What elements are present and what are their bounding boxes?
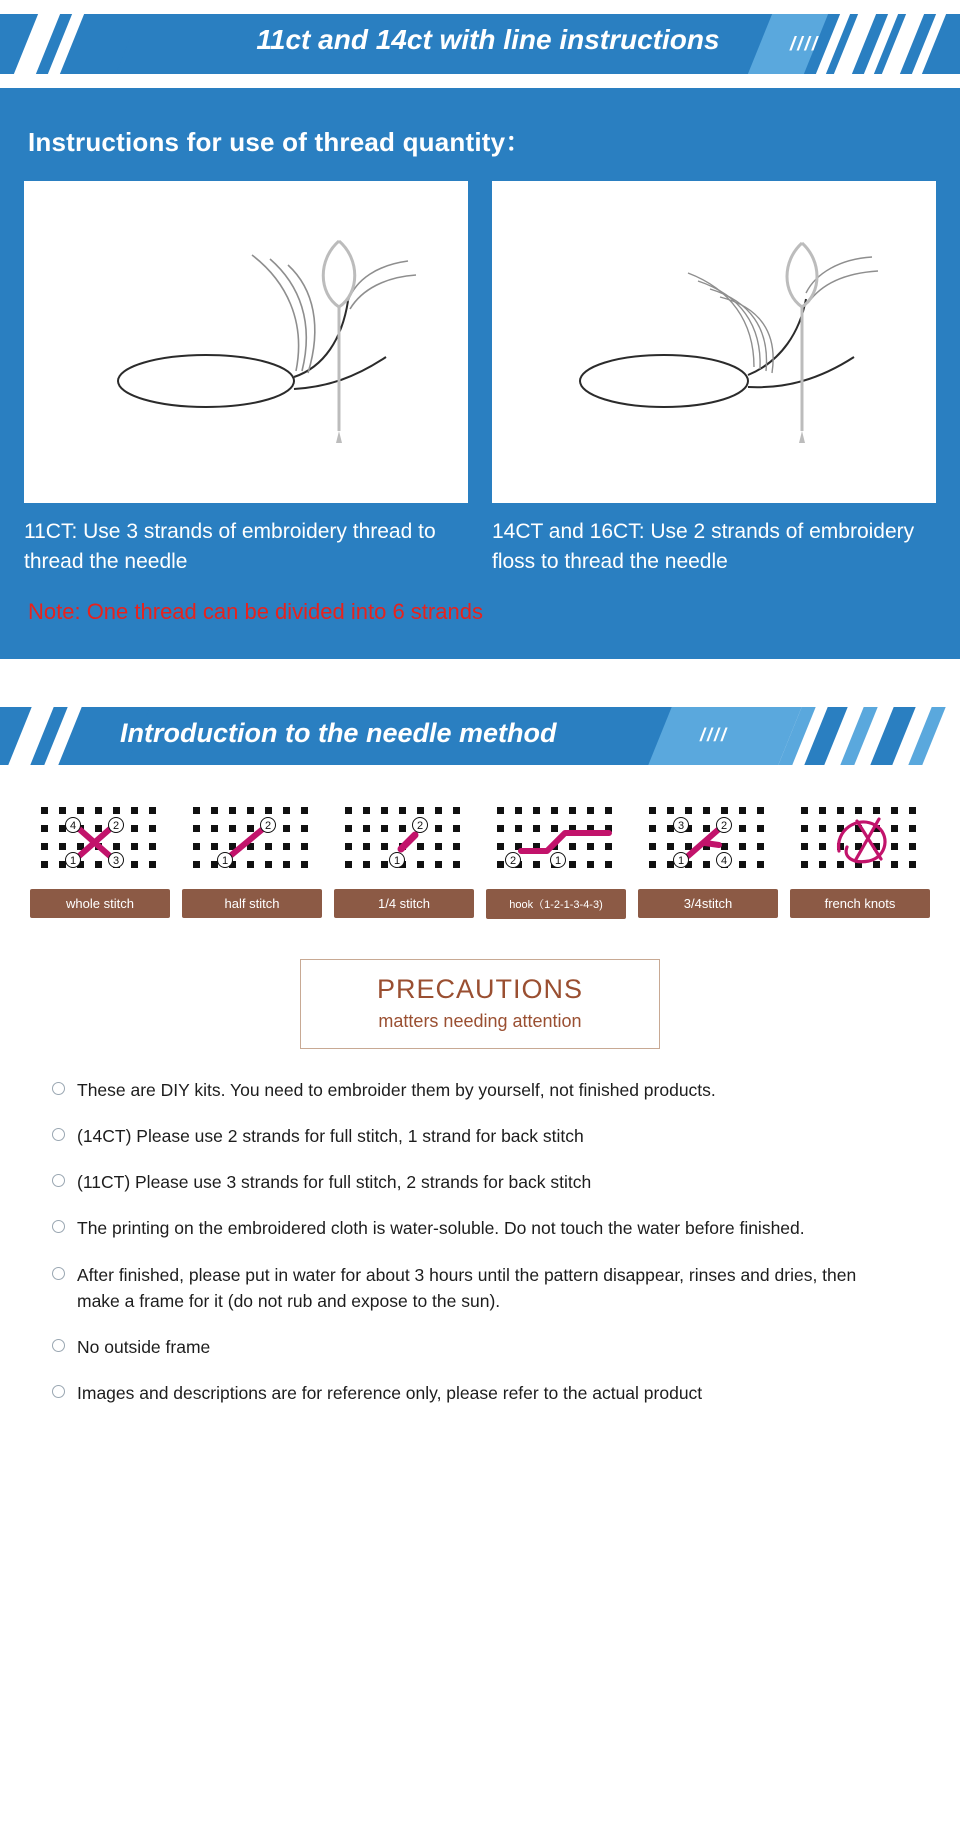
thread-illustration-row xyxy=(24,181,936,577)
thread-item-11ct xyxy=(24,181,468,577)
three-quarter-stitch-diagram-icon xyxy=(643,801,773,881)
banner-tick-marks: //// xyxy=(700,724,729,745)
whole-stitch-diagram-icon xyxy=(35,801,165,881)
list-item xyxy=(52,1215,920,1241)
bullet-circle-icon xyxy=(52,1267,65,1280)
needle-threading-3-strands-illustration xyxy=(24,181,468,503)
stitch-item-half xyxy=(182,801,322,919)
svg-text:1: 1 xyxy=(677,854,685,867)
svg-text:4: 4 xyxy=(720,854,728,867)
needle-method-title: Introduction to the needle method xyxy=(120,717,557,748)
needle-method-section xyxy=(0,693,960,1457)
needle-threading-2-strands-illustration xyxy=(492,181,936,503)
svg-text:1: 1 xyxy=(393,854,401,867)
stitch-label-half: half stitch xyxy=(182,889,322,918)
stitch-item-french-knots xyxy=(790,801,930,919)
bullet-circle-icon xyxy=(52,1385,65,1398)
svg-text:2: 2 xyxy=(720,819,728,832)
banner-slash-decoration xyxy=(870,707,915,765)
bullet-circle-icon xyxy=(52,1128,65,1141)
precaution-text: These are DIY kits. You need to embroider them by yourself, not finished products. xyxy=(77,1079,716,1100)
stitch-item-whole xyxy=(30,801,170,919)
precaution-text: Images and descriptions are for reference only, please refer to the actual product xyxy=(77,1383,703,1404)
precaution-text: No outside frame xyxy=(77,1337,211,1358)
stitch-diagram-row xyxy=(0,801,960,919)
bullet-circle-icon xyxy=(52,1082,65,1095)
svg-text:4: 4 xyxy=(69,819,77,832)
svg-text:3: 3 xyxy=(112,854,120,867)
thread-caption-14ct: 14CT and 16CT: Use 2 strands of embroidery floss to thread the needle xyxy=(492,520,915,573)
section-divider xyxy=(0,659,960,683)
precaution-text: (11CT) Please use 3 strands for full stitch, 2 strands for back stitch xyxy=(77,1172,592,1193)
stitch-item-three-quarter xyxy=(638,801,778,919)
thread-quantity-section xyxy=(0,88,960,659)
stitch-label-french-knots: french knots xyxy=(790,889,930,918)
precautions-box xyxy=(300,959,660,1049)
svg-text:2: 2 xyxy=(264,819,272,832)
banner-slash-decoration xyxy=(908,707,945,765)
list-item xyxy=(52,1077,920,1103)
precaution-text: (14CT) Please use 2 strands for full stitch, 1 strand for back stitch xyxy=(77,1125,584,1146)
needle-method-banner xyxy=(0,693,960,779)
svg-text:3: 3 xyxy=(677,819,685,832)
thread-section-heading: Instructions for use of thread quantity： xyxy=(28,127,532,157)
page-title: 11ct and 14ct with line instructions xyxy=(256,24,720,55)
stitch-label-hook: hook（1-2-1-3-4-3) xyxy=(486,889,626,919)
precautions-subtitle: matters needing attention xyxy=(378,1010,582,1031)
thread-item-14ct xyxy=(492,181,936,577)
svg-text:1: 1 xyxy=(221,854,229,867)
list-item xyxy=(52,1123,920,1149)
thread-note: Note: One thread can be divided into 6 strands xyxy=(28,598,483,624)
list-item xyxy=(52,1169,920,1195)
french-knots-diagram-icon xyxy=(795,801,925,881)
list-item xyxy=(52,1262,920,1315)
stitch-label-quarter: 1/4 stitch xyxy=(334,889,474,918)
svg-text:1: 1 xyxy=(554,854,562,867)
thread-caption-11ct: 11CT: Use 3 strands of embroidery thread to thread the needle xyxy=(24,520,436,573)
bullet-circle-icon xyxy=(52,1174,65,1187)
precaution-text: The printing on the embroidered cloth is water-soluble. Do not touch the water before finished. xyxy=(77,1218,805,1239)
precautions-title: PRECAUTIONS xyxy=(376,973,584,1004)
top-banner xyxy=(0,0,960,88)
bullet-circle-icon xyxy=(52,1220,65,1233)
precautions-list xyxy=(52,1077,920,1407)
svg-text:2: 2 xyxy=(112,819,120,832)
svg-text:2: 2 xyxy=(509,854,517,867)
banner-slash-decoration xyxy=(840,707,877,765)
bullet-circle-icon xyxy=(52,1339,65,1352)
stitch-item-quarter xyxy=(334,801,474,919)
hook-stitch-diagram-icon xyxy=(491,801,621,881)
quarter-stitch-diagram-icon xyxy=(339,801,469,881)
list-item xyxy=(52,1380,920,1406)
svg-text:1: 1 xyxy=(69,854,77,867)
precaution-text: After finished, please put in water for about 3 hours until the pattern disappear, rinses and dries, then make a frame for it (do not rub and expose to the sun). xyxy=(77,1264,857,1311)
svg-text:2: 2 xyxy=(416,819,424,832)
banner-tick-marks: //// xyxy=(790,34,820,55)
stitch-label-whole: whole stitch xyxy=(30,889,170,918)
stitch-item-hook xyxy=(486,801,626,919)
half-stitch-diagram-icon xyxy=(187,801,317,881)
stitch-label-three-quarter: 3/4stitch xyxy=(638,889,778,918)
list-item xyxy=(52,1334,920,1360)
